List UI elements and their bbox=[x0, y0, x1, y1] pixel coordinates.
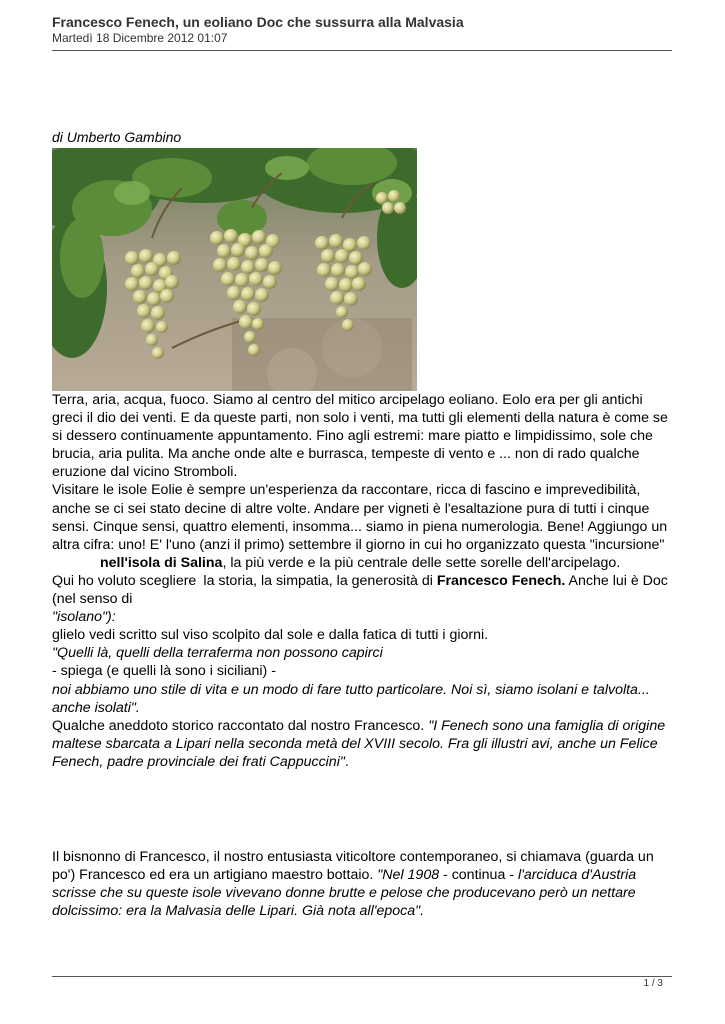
paragraph-history-text: Qualche aneddoto storico raccontato dal nostro Francesco. bbox=[52, 717, 429, 734]
page-header bbox=[52, 14, 672, 46]
paragraph-visit-text: Visitare le isole Eolie è sempre un'esperienza da raccontare, ricca di fascino e imprevedibilità, anche se ci sei stato decine di altre volte. Andare per vigneti è l'esaltazione pura di tutti i cinque sensi. Cinque sensi, quattro elementi, insomma... siamo in piena numerologia. Bene! Aggiungo un altra cifra: uno! E' l'uno (anzi il primo) settembre il giorno in cui ho organizzato questa "incursione" bbox=[52, 482, 668, 553]
article-title: Francesco Fenech, un eoliano Doc che sussurra alla Malvasia bbox=[52, 14, 464, 30]
isolano-text: "isolano"): bbox=[52, 609, 116, 626]
footer-divider bbox=[52, 976, 672, 977]
paragraph-elements: Terra, aria, acqua, fuoco. Siamo al centro del mitico arcipelago eoliano. Eolo era per gli antichi greci il dio dei venti. E da queste parti, non solo i venti, ma tutti gli elementi della natura è come se si dessero continuamente appuntamento. Fino agli estremi: mare piatto e limpidissimo, sole che brucia, aria pulita. Ma anche onde alte e burrasca, tempeste di vento e ... non di rado qualche eruzione dal vicino Stromboli. bbox=[52, 392, 668, 481]
article-body-continued bbox=[52, 848, 677, 920]
page-number: 1 / 3 bbox=[643, 978, 663, 989]
grape-clusters-image bbox=[52, 148, 417, 391]
quote-islanders bbox=[52, 681, 677, 717]
quote-islanders-text: noi abbiamo uno stile di vita e un modo di fare tutto particolare. Noi sì, siamo isolani e talvolta... anche isolati". bbox=[52, 681, 650, 716]
quote-mainland bbox=[52, 644, 677, 662]
paragraph-history-end: . bbox=[344, 753, 349, 770]
paragraph-face: glielo vedi scritto sul viso scolpito dal sole e dalla fatica di tutti i giorni. bbox=[52, 627, 489, 644]
paragraph-fenech-end: Anche lui è Doc (nel senso di bbox=[52, 572, 668, 608]
quote-mainland-text: "Quelli là, quelli della terraferma non possono capirci bbox=[52, 645, 383, 662]
grape-vine-photo bbox=[52, 148, 417, 391]
paragraph-explains: - spiega (e quelli là sono i siciliani) - bbox=[52, 663, 276, 680]
fenech-name: Francesco Fenech. bbox=[436, 572, 566, 589]
history-quote: "I Fenech sono una famiglia di origine maltese sbarcata a Lipari nella seconda metà del XVIII secolo. Fra gli illustri avi, anche un Felice Fenech, padre provinciale dei frati Cappuccini" bbox=[52, 717, 666, 770]
article-date: Martedì 18 Dicembre 2012 01:07 bbox=[52, 31, 228, 45]
paragraph-fenech bbox=[52, 572, 677, 608]
paragraph-visit-end: , la più verde e la più centrale delle sette sorelle dell'arcipelago. bbox=[222, 554, 621, 571]
isolano-quote bbox=[52, 608, 677, 626]
continua-text: - continua - bbox=[439, 867, 518, 884]
paragraph-great-grandfather bbox=[52, 848, 677, 920]
paragraph-history bbox=[52, 717, 677, 771]
article-body bbox=[52, 391, 677, 771]
quote-1908: "Nel 1908 bbox=[377, 867, 440, 884]
paragraph-visit bbox=[52, 481, 677, 571]
header-divider bbox=[52, 50, 672, 51]
salina-highlight: nell'isola di Salina bbox=[100, 554, 223, 571]
paragraph-fenech-text: Qui ho voluto scegliere la storia, la simpatia, la generosità di bbox=[52, 572, 437, 589]
author-byline: di Umberto Gambino bbox=[52, 129, 182, 145]
quote-archduke: l'arciduca d'Austria scrisse che su queste isole vivevano donne brutte e pelose che producevano però un nettare dolcissimo: era la Malvasia delle Lipari. Già nota all'epoca". bbox=[52, 867, 637, 920]
great-grandfather-text: Il bisnonno di Francesco, il nostro entusiasta viticoltore contemporaneo, si chiamava (guarda un po') Francesco ed era un artigiano maestro bottaio. bbox=[52, 849, 654, 884]
